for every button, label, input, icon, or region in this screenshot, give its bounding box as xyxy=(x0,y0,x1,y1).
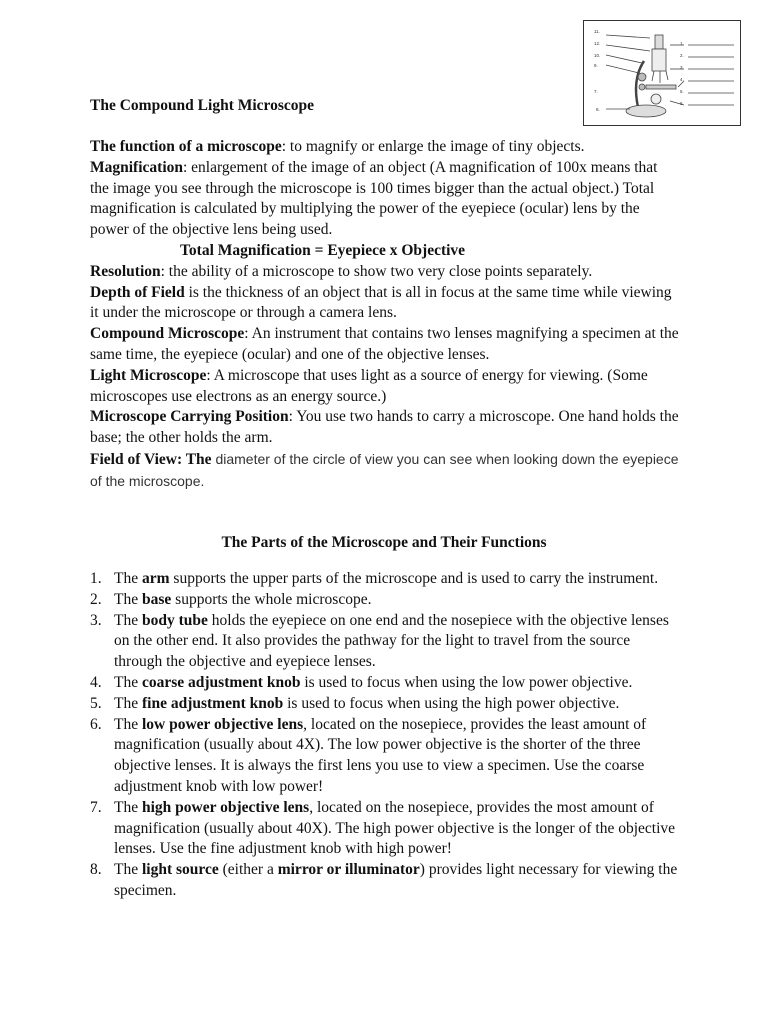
item-number: 3. xyxy=(90,611,102,629)
item-term: light source xyxy=(141,861,219,879)
item-number: 2. xyxy=(90,590,102,608)
item-term: body tube xyxy=(141,611,208,629)
item-number: 4. xyxy=(90,673,102,691)
list-item xyxy=(90,715,680,798)
definition-text: : enlargement of the image of an object (A magnification of 100x means that the image you see through the microscope is 100 times bigger than the actual object.) Total magnification is calculated by multiplying the power of the eyepiece (ocular) lens by the power of the objective lens being used. xyxy=(90,158,658,239)
item-term: low power objective lens xyxy=(141,715,304,733)
figure-label: 5. xyxy=(680,89,684,94)
item-description: is used to focus when using the high power objective. xyxy=(283,694,620,712)
item-prefix: The xyxy=(114,590,142,608)
item-text xyxy=(114,694,680,715)
item-term-secondary: mirror or illuminator xyxy=(277,861,420,879)
figure-label: 3. xyxy=(680,65,684,70)
figure-label: 2. xyxy=(680,53,684,58)
figure-label: 1. xyxy=(680,41,684,46)
list-item xyxy=(90,611,680,673)
list-item xyxy=(90,569,680,590)
definition-text: is the thickness of an object that is all in focus at the same time while viewing it under the microscope or through a camera lens. xyxy=(90,283,672,322)
list-item xyxy=(90,798,680,860)
definition-term: The function of a microscope xyxy=(90,138,282,155)
item-text xyxy=(114,798,680,860)
definitions-section xyxy=(90,137,680,493)
definition-depth-of-field xyxy=(90,283,680,325)
definition-magnification xyxy=(90,158,680,241)
item-term: coarse adjustment knob xyxy=(141,673,301,691)
list-item xyxy=(90,590,680,611)
definition-field-of-view xyxy=(90,449,680,493)
definition-text: : the ability of a microscope to show two very close points separately. xyxy=(160,262,593,280)
item-description: supports the whole microscope. xyxy=(171,590,372,608)
definition-text: : You use two hands to carry a microscope. One hand holds the base; the other holds the arm. xyxy=(90,408,679,447)
item-prefix: The xyxy=(114,611,142,629)
definition-carrying-position xyxy=(90,407,680,449)
list-item xyxy=(90,694,680,715)
figure-label: 8. xyxy=(596,107,600,112)
item-number: 1. xyxy=(90,570,102,587)
parts-list xyxy=(90,569,680,902)
item-description: , located on the nosepiece, provides the least amount of magnification (usually about 4X). The low power objective is the shorter of the three objective lenses. It is always the first lens you use to view a specimen. Use the coarse adjustment knob with low power! xyxy=(114,715,647,795)
item-prefix: The xyxy=(114,715,142,733)
definition-text: : to magnify or enlarge the image of tiny objects. xyxy=(281,138,585,155)
item-description: supports the upper parts of the microscope and is used to carry the instrument. xyxy=(169,570,659,587)
figure-label: 7. xyxy=(594,89,598,94)
definition-term: Compound Microscope xyxy=(90,325,245,343)
formula-text: Total Magnification = Eyepiece x Objective xyxy=(180,241,466,259)
item-prefix: The xyxy=(114,694,142,712)
item-text xyxy=(114,590,680,611)
definition-term: Light Microscope xyxy=(90,366,207,384)
item-text xyxy=(114,569,680,590)
figure-label: 10. xyxy=(594,53,601,58)
item-middle: (either a xyxy=(218,861,278,879)
item-description: is used to focus when using the low power objective. xyxy=(300,673,633,691)
definition-light-microscope xyxy=(90,366,680,408)
definition-term: Depth of Field xyxy=(90,283,185,301)
item-number: 5. xyxy=(90,694,102,712)
item-prefix: The xyxy=(114,673,142,691)
item-number: 8. xyxy=(90,861,102,879)
item-text xyxy=(114,673,680,694)
definition-term: Magnification xyxy=(90,158,183,176)
figure-label: 12. xyxy=(594,41,601,46)
definition-text: diameter of the circle of view you can see when looking down the eyepiece of the microscope. xyxy=(90,450,679,489)
item-term: arm xyxy=(141,570,170,587)
page-title: The Compound Light Microscope xyxy=(90,97,315,114)
item-text xyxy=(114,715,680,798)
item-text xyxy=(114,611,680,673)
definition-resolution xyxy=(90,262,680,283)
list-item xyxy=(90,860,680,902)
item-prefix: The xyxy=(114,861,142,879)
microscope-diagram xyxy=(583,20,741,126)
item-text xyxy=(114,860,680,902)
item-term: fine adjustment knob xyxy=(141,694,284,712)
item-prefix: The xyxy=(114,798,142,816)
definition-term: Field of View: xyxy=(90,450,183,468)
item-description: ) provides light necessary for viewing the specimen. xyxy=(114,861,678,899)
figure-label: 4. xyxy=(680,77,684,82)
item-description: holds the eyepiece on one end and the nosepiece with the objective lenses on the other end. It also provides the pathway for the light to travel from the source through the objective and eyepiece lenses. xyxy=(114,611,669,671)
definition-text: : A microscope that uses light as a source of energy for viewing. (Some microscopes use electrons as an energy source.) xyxy=(90,366,648,405)
magnification-formula xyxy=(90,241,680,262)
definition-the: The xyxy=(182,450,212,468)
item-number: 7. xyxy=(90,798,102,816)
figure-label: 11. xyxy=(594,29,600,34)
figure-label: 6. xyxy=(680,101,684,106)
definition-function xyxy=(90,137,680,158)
item-prefix: The xyxy=(114,570,142,587)
microscope-drawing xyxy=(584,21,740,125)
definition-term: Resolution xyxy=(90,262,161,280)
definition-term: Microscope Carrying Position xyxy=(90,408,289,426)
item-term: high power objective lens xyxy=(141,798,310,816)
list-item xyxy=(90,673,680,694)
figure-label: 9. xyxy=(594,63,598,68)
item-description: , located on the nosepiece, provides the most amount of magnification (usually about 40X). The high power objective is the longer of the objective lenses. Use the fine adjustment knob with high power! xyxy=(114,798,676,858)
definition-compound-microscope xyxy=(90,324,680,366)
item-term: base xyxy=(141,590,172,608)
definition-text: : An instrument that contains two lenses magnifying a specimen at the same time, the eyepiece (ocular) and one of the objective lenses. xyxy=(90,325,679,363)
item-number: 6. xyxy=(90,715,102,733)
parts-section-title: The Parts of the Microscope and Their Functions xyxy=(221,534,547,551)
